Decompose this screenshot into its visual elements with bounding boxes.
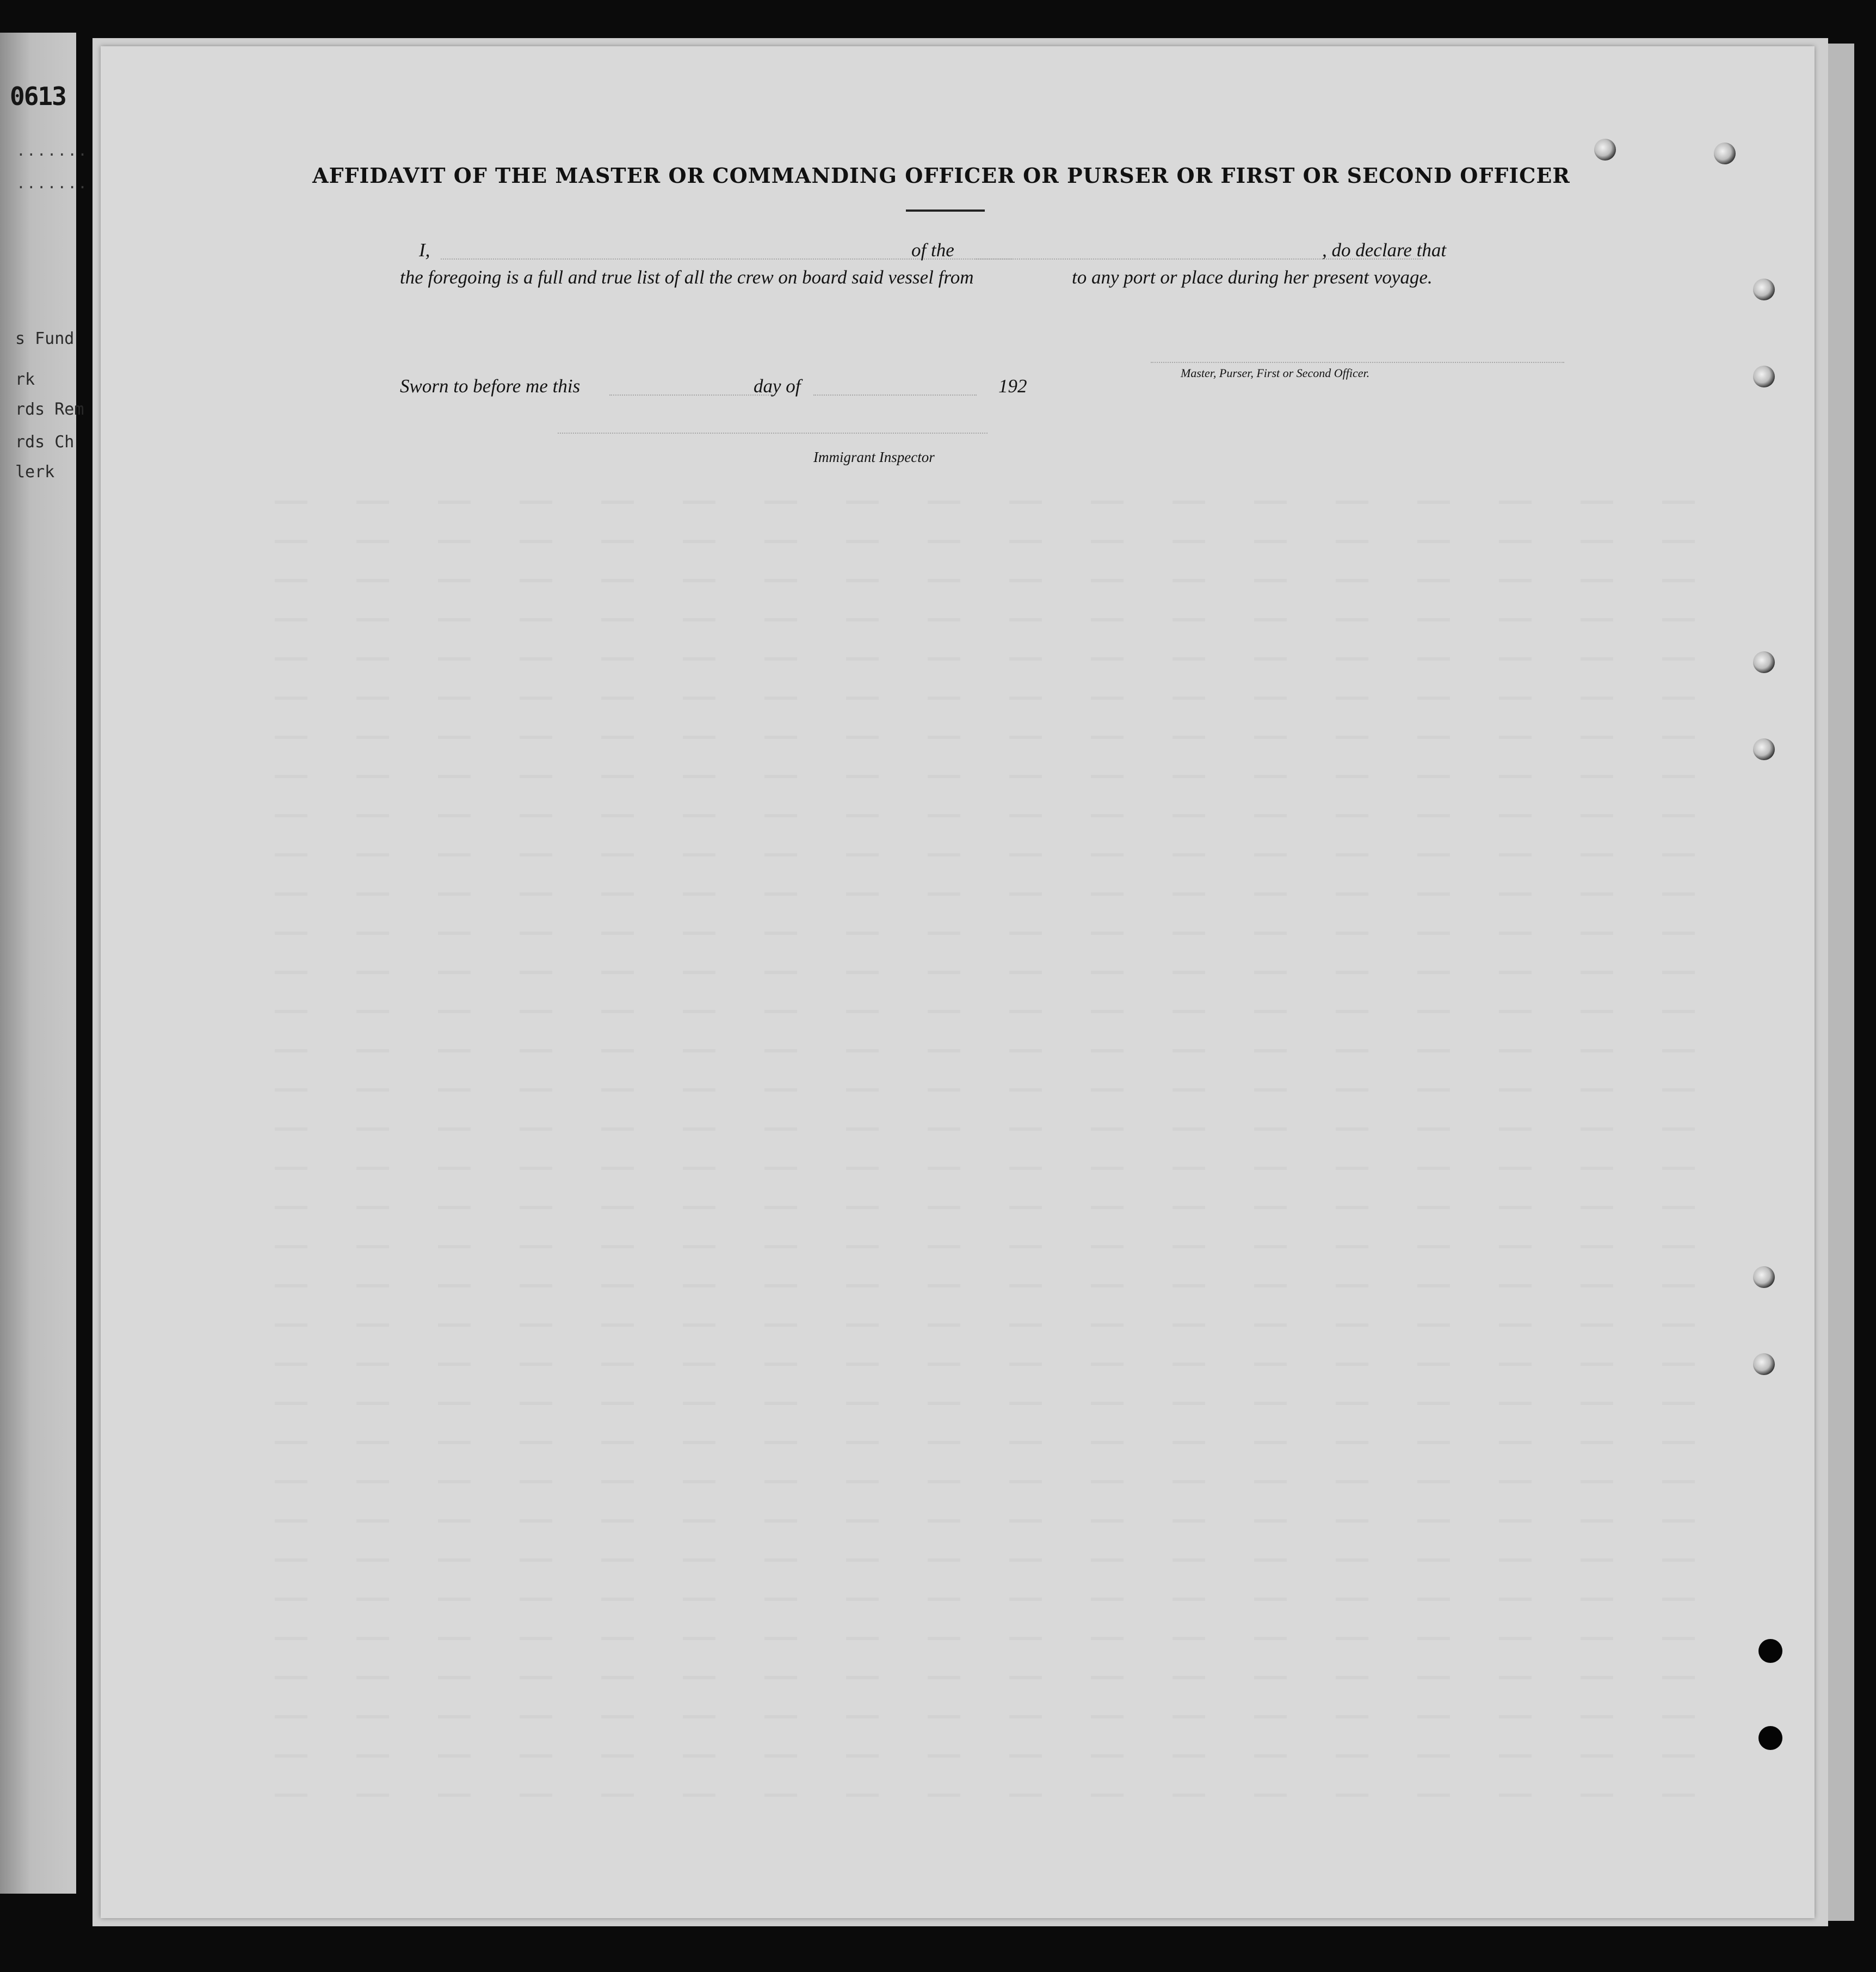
margin-fragment: rds Rem <box>15 400 84 419</box>
bleed-through-row <box>275 1598 1733 1601</box>
bleed-through-row <box>275 540 1733 543</box>
bleed-through-row <box>275 1715 1733 1718</box>
bleed-through-row <box>275 579 1733 582</box>
month-blank-line <box>813 395 977 396</box>
inspector-label: Immigrant Inspector <box>813 449 935 465</box>
bleed-through-row <box>275 892 1733 896</box>
bleed-through-row <box>275 1010 1733 1013</box>
signature-line <box>1151 362 1564 363</box>
bleed-through-row <box>275 1049 1733 1052</box>
bleed-through-row <box>275 618 1733 621</box>
sworn-prefix: Sworn to before me this <box>400 375 581 397</box>
punch-hole <box>1758 1639 1782 1663</box>
declaration-line-2-cont: to any port or place during her present voyage. <box>1072 267 1433 288</box>
bleed-through-row <box>275 932 1733 935</box>
bleed-through-row <box>275 1402 1733 1405</box>
punch-hole <box>1753 738 1775 760</box>
declaration-of-the: of the <box>911 239 954 261</box>
sworn-day-of: day of <box>754 375 801 397</box>
inspector-signature-line <box>558 433 988 434</box>
margin-fragment: lerk <box>15 463 55 482</box>
declaration-declare: , do declare that <box>1322 239 1447 261</box>
margin-fragment: rk <box>15 370 35 389</box>
bleed-through-row <box>275 814 1733 817</box>
punch-hole <box>1753 1353 1775 1375</box>
bleed-through-row <box>275 697 1733 700</box>
bleed-through-row <box>275 1637 1733 1640</box>
bleed-through-row <box>275 853 1733 856</box>
bleed-through-row <box>275 501 1733 504</box>
declaration-line-2: the foregoing is a full and true list of all the crew on board said vessel from <box>400 267 974 288</box>
bleed-through-row <box>275 1480 1733 1483</box>
bleed-through-row <box>275 1284 1733 1287</box>
affidavit-title: AFFIDAVIT OF THE MASTER OR COMMANDING OFFICER OR PURSER OR FIRST OR SECOND OFFICER <box>312 163 1570 188</box>
bleed-through-row <box>275 1206 1733 1209</box>
bleed-through-row <box>275 1127 1733 1131</box>
bleed-through-row <box>275 1088 1733 1092</box>
bleed-through-row <box>275 736 1733 739</box>
margin-fragment: rds Ch <box>15 433 75 452</box>
punch-hole <box>1758 1726 1782 1750</box>
bleed-through-row <box>275 1794 1733 1797</box>
punch-hole <box>1753 366 1775 387</box>
bleed-through-row <box>275 1363 1733 1366</box>
title-underline <box>906 209 985 212</box>
bleed-through-ledger <box>101 46 1815 1918</box>
punch-hole <box>1594 139 1616 161</box>
bleed-through-row <box>275 1167 1733 1170</box>
margin-fragment: s Fund <box>15 329 75 348</box>
bleed-through-row <box>275 657 1733 661</box>
bleed-through-row <box>275 1245 1733 1248</box>
bleed-through-row <box>275 1441 1733 1444</box>
bleed-through-row <box>275 1754 1733 1758</box>
dotted-mark: ....... <box>16 141 89 159</box>
bleed-through-row <box>275 1519 1733 1523</box>
punch-hole <box>1753 279 1775 300</box>
bleed-through-row <box>275 1558 1733 1562</box>
punch-hole <box>1753 1266 1775 1288</box>
punch-hole <box>1753 651 1775 673</box>
day-blank-line <box>609 395 775 396</box>
declaration-i: I, <box>419 239 430 261</box>
signature-label: Master, Purser, First or Second Officer. <box>1181 366 1370 380</box>
underlying-page-edge-left <box>0 33 89 1894</box>
bleed-through-row <box>275 971 1733 974</box>
affidavit-page <box>101 46 1815 1918</box>
bleed-through-row <box>275 1323 1733 1327</box>
bleed-through-row <box>275 1676 1733 1679</box>
bleed-through-row <box>275 775 1733 778</box>
sworn-year: 192 <box>998 375 1027 397</box>
stamp-number: 0613 <box>10 82 66 111</box>
dotted-mark: ....... <box>16 174 89 192</box>
punch-hole <box>1714 143 1736 164</box>
